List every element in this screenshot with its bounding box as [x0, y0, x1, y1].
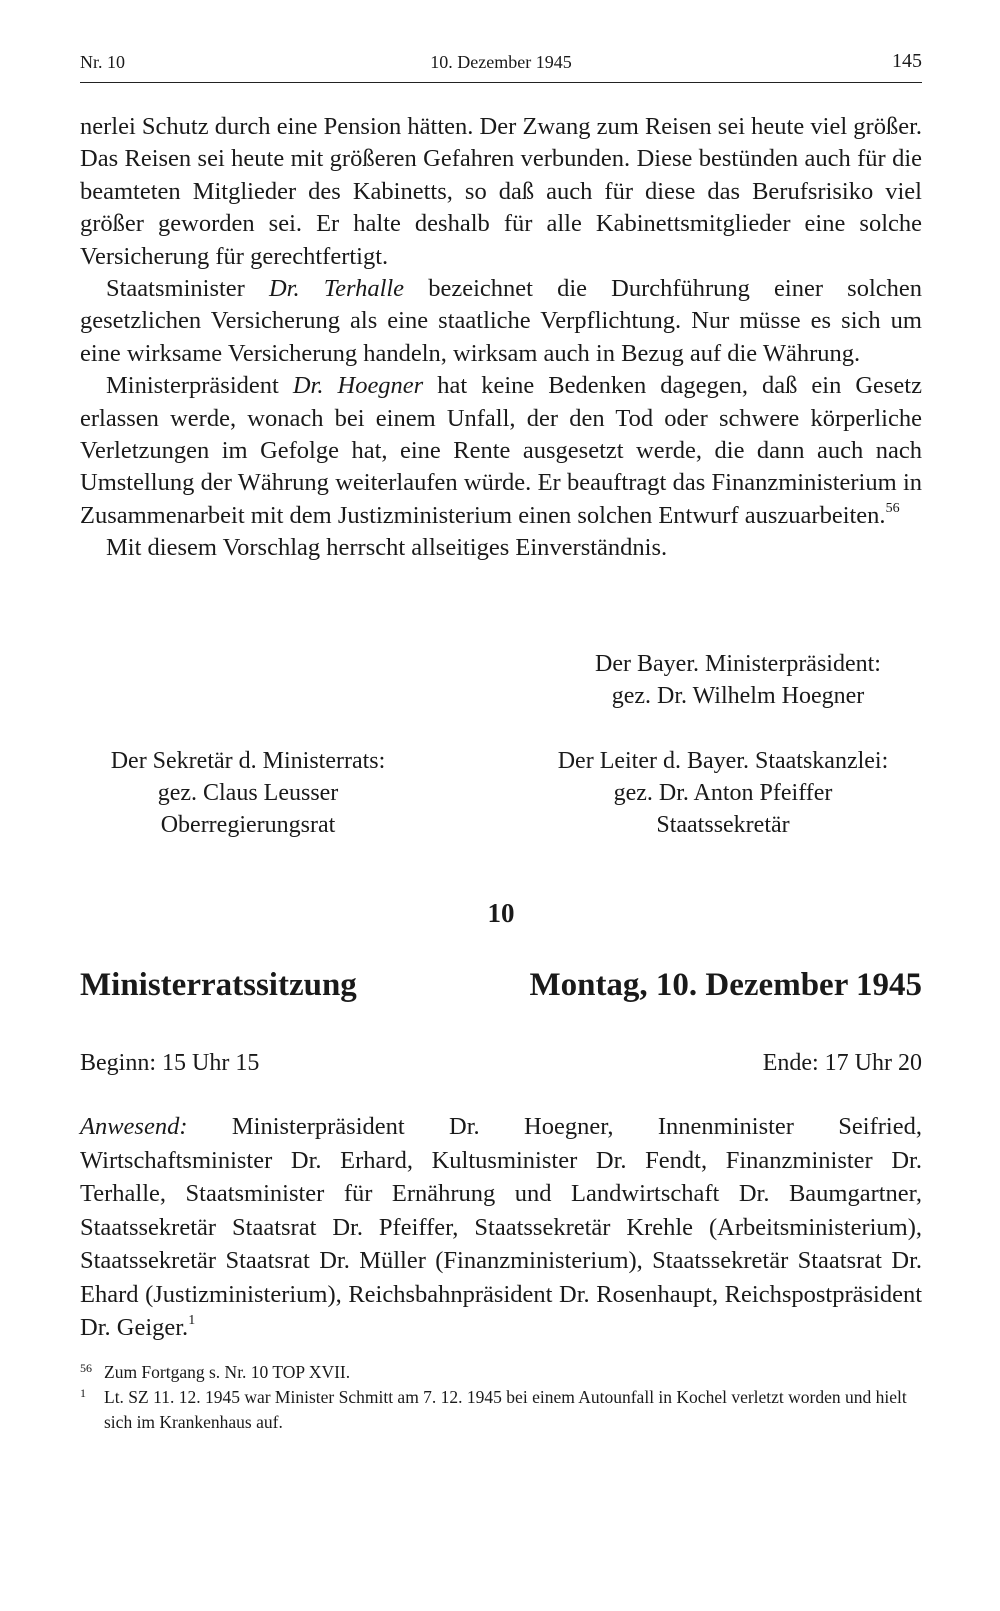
speaker-name: Dr. Terhalle — [268, 275, 405, 303]
issue-number: Nr. 10 — [80, 52, 125, 72]
attendees-label: Anwesend: — [80, 1113, 188, 1140]
session-start: Beginn: 15 Uhr 15 — [80, 1050, 260, 1076]
footnote — [80, 1360, 922, 1385]
footnote-text: Zum Fortgang s. Nr. 10 TOP XVII. — [104, 1362, 351, 1382]
chancellery-signature: Der Leiter d. Bayer. Staatskanzlei: gez. Dr. Anton Pfeiffer Staatssekretär — [557, 748, 889, 838]
footnote-ref: 56 — [885, 500, 900, 516]
secretary-signature: Der Sekretär d. Ministerrats: gez. Claus Leusser Oberregierungsrat — [110, 748, 386, 838]
paragraph: Ministerpräsident Dr. Hoegner hat keine Bedenken dagegen, daß ein Gesetz erlassen werde, wonach bei einem Unfall, der den Tod oder schwere körperliche Verletzungen im Gefolge hat, eine Rente ausgesetzt werde, die dann auch nach Umstellung der Währung weiterlaufen würde. Er beauftragt das Finanzministerium in Zusammenarbeit mit dem Justizministerium einen solchen Entwurf auszuarbeiten.$^{56}$ — [80, 372, 922, 529]
page-number: 145 — [892, 50, 922, 72]
paragraph: Mit diesem Vorschlag herrscht allseitiges Einverständnis. — [106, 534, 668, 562]
footnote-mark: 1 — [80, 1386, 86, 1400]
paragraph: nerlei Schutz durch eine Pension hätten. Der Zwang zum Reisen sei heute viel größer. Das Reisen sei heute mit größeren Gefahren verbunden. Diese bestünden auch für die beamteten Mitglieder des Kabinetts, so daß auch für diese das Berufsrisiko viel größer geworden sei. Er halte deshalb für alle Kabinettsmitglieder eine solche Versicherung für gerechtfertigt. — [80, 113, 922, 270]
paragraph: Staatsminister Dr. Terhalle bezeichnet die Durchführung einer solchen gesetzlichen Versicherung als eine staatliche Verpflichtung. Nur müsse es sich um eine wirksame Versicherung handeln, wirksam auch in Bezug auf die Währung. — [80, 275, 922, 367]
header-date: 10. Dezember 1945 — [430, 52, 572, 72]
session-number: 10 — [487, 898, 515, 928]
footnote-mark: 56 — [80, 1361, 92, 1375]
footnote-ref: 1 — [188, 1313, 196, 1328]
session-date: Montag, 10. Dezember 1945 — [529, 967, 922, 1003]
president-signature: Der Bayer. Ministerpräsident: gez. Dr. Wilhelm Hoegner — [595, 651, 881, 709]
running-header — [80, 48, 922, 83]
session-end: Ende: 17 Uhr 20 — [762, 1050, 922, 1076]
footnotes — [80, 1360, 922, 1435]
attendees: Anwesend: Ministerpräsident Dr. Hoegner, Innenminister Seifried, Wirtschaftsminister Dr. Erhard, Kultusminister Dr. Fendt, Finanzminister Dr. Terhalle, Staatsminister für Ernährung und Landwirtschaft Dr. Baumgartner, Staatssekretär Staatsrat Dr. Pfeiffer, Staatssekretär Krehle (Arbeitsministerium), Staatssekretär Staatsrat Dr. Müller (Finanzministerium), Staatssekretär Staatsrat Dr. Ehard (Justizministerium), Reichsbahnpräsident Dr. Rosenhaupt, Reichspostpräsident Dr. Geiger.$^1$ — [80, 1113, 922, 1341]
footnote-text: Lt. SZ 11. 12. 1945 war Minister Schmitt am 7. 12. 1945 bei einem Autounfall in Kochel verletzt worden und hielt sich im Krankenhaus auf. — [104, 1387, 907, 1432]
body-text — [80, 111, 922, 565]
speaker-name: Dr. Hoegner — [292, 372, 424, 400]
footnote — [80, 1385, 922, 1435]
session-title: Ministerratssitzung — [80, 967, 357, 1003]
